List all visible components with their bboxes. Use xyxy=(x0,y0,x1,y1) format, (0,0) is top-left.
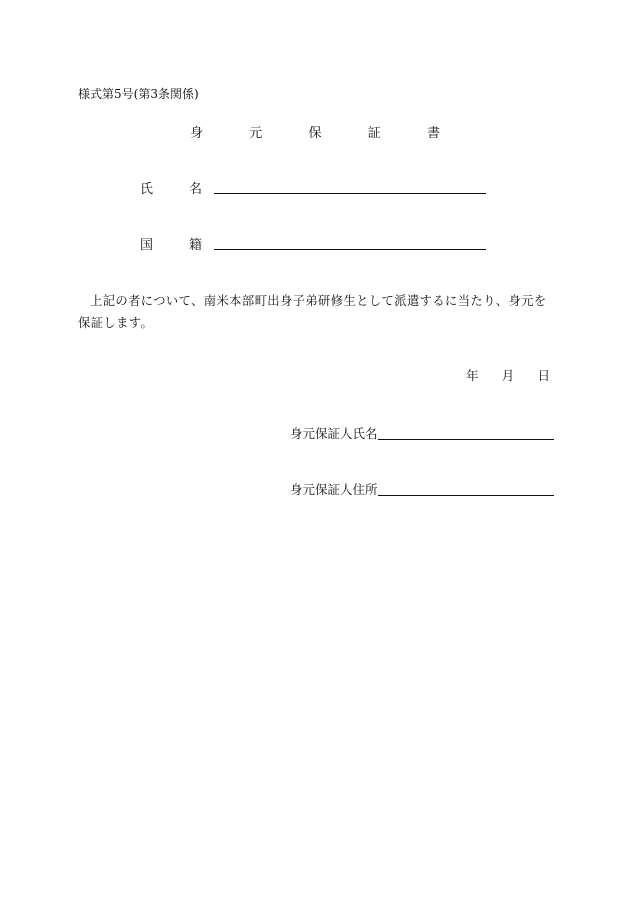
name-field-row xyxy=(140,177,486,197)
title-char: 保 xyxy=(308,126,322,141)
title-char: 身 xyxy=(190,126,204,141)
title-char: 元 xyxy=(249,126,263,141)
body-paragraph: 上記の者について、南米本部町出身子弟研修生として派遣するに当たり、身元を保証します。 xyxy=(78,294,547,330)
date-day-label: 日 xyxy=(537,368,550,383)
guarantor-name-label: 身元保証人氏名 xyxy=(290,426,378,441)
guarantor-address-label: 身元保証人住所 xyxy=(290,482,378,497)
date-month-label: 月 xyxy=(501,368,515,383)
date-line xyxy=(466,366,550,384)
guarantor-address-line[interactable] xyxy=(378,495,554,496)
title-char: 証 xyxy=(367,126,381,141)
label-char: 名 xyxy=(188,182,202,197)
nationality-field-line[interactable] xyxy=(214,249,486,250)
nationality-field-label xyxy=(140,234,202,253)
name-field-label xyxy=(140,178,202,197)
label-char: 氏 xyxy=(140,182,154,197)
label-char: 籍 xyxy=(188,238,202,253)
nationality-field-row xyxy=(140,233,486,253)
label-char: 国 xyxy=(140,238,154,253)
name-field-line[interactable] xyxy=(214,193,486,194)
title-char: 書 xyxy=(426,126,440,141)
guarantor-name-line[interactable] xyxy=(378,439,554,440)
date-year-label: 年 xyxy=(466,368,479,383)
document-title xyxy=(190,122,440,141)
form-number: 様式第5号(第3条関係) xyxy=(78,87,199,101)
guarantor-address-row xyxy=(290,480,554,498)
guarantor-name-row xyxy=(290,424,554,442)
